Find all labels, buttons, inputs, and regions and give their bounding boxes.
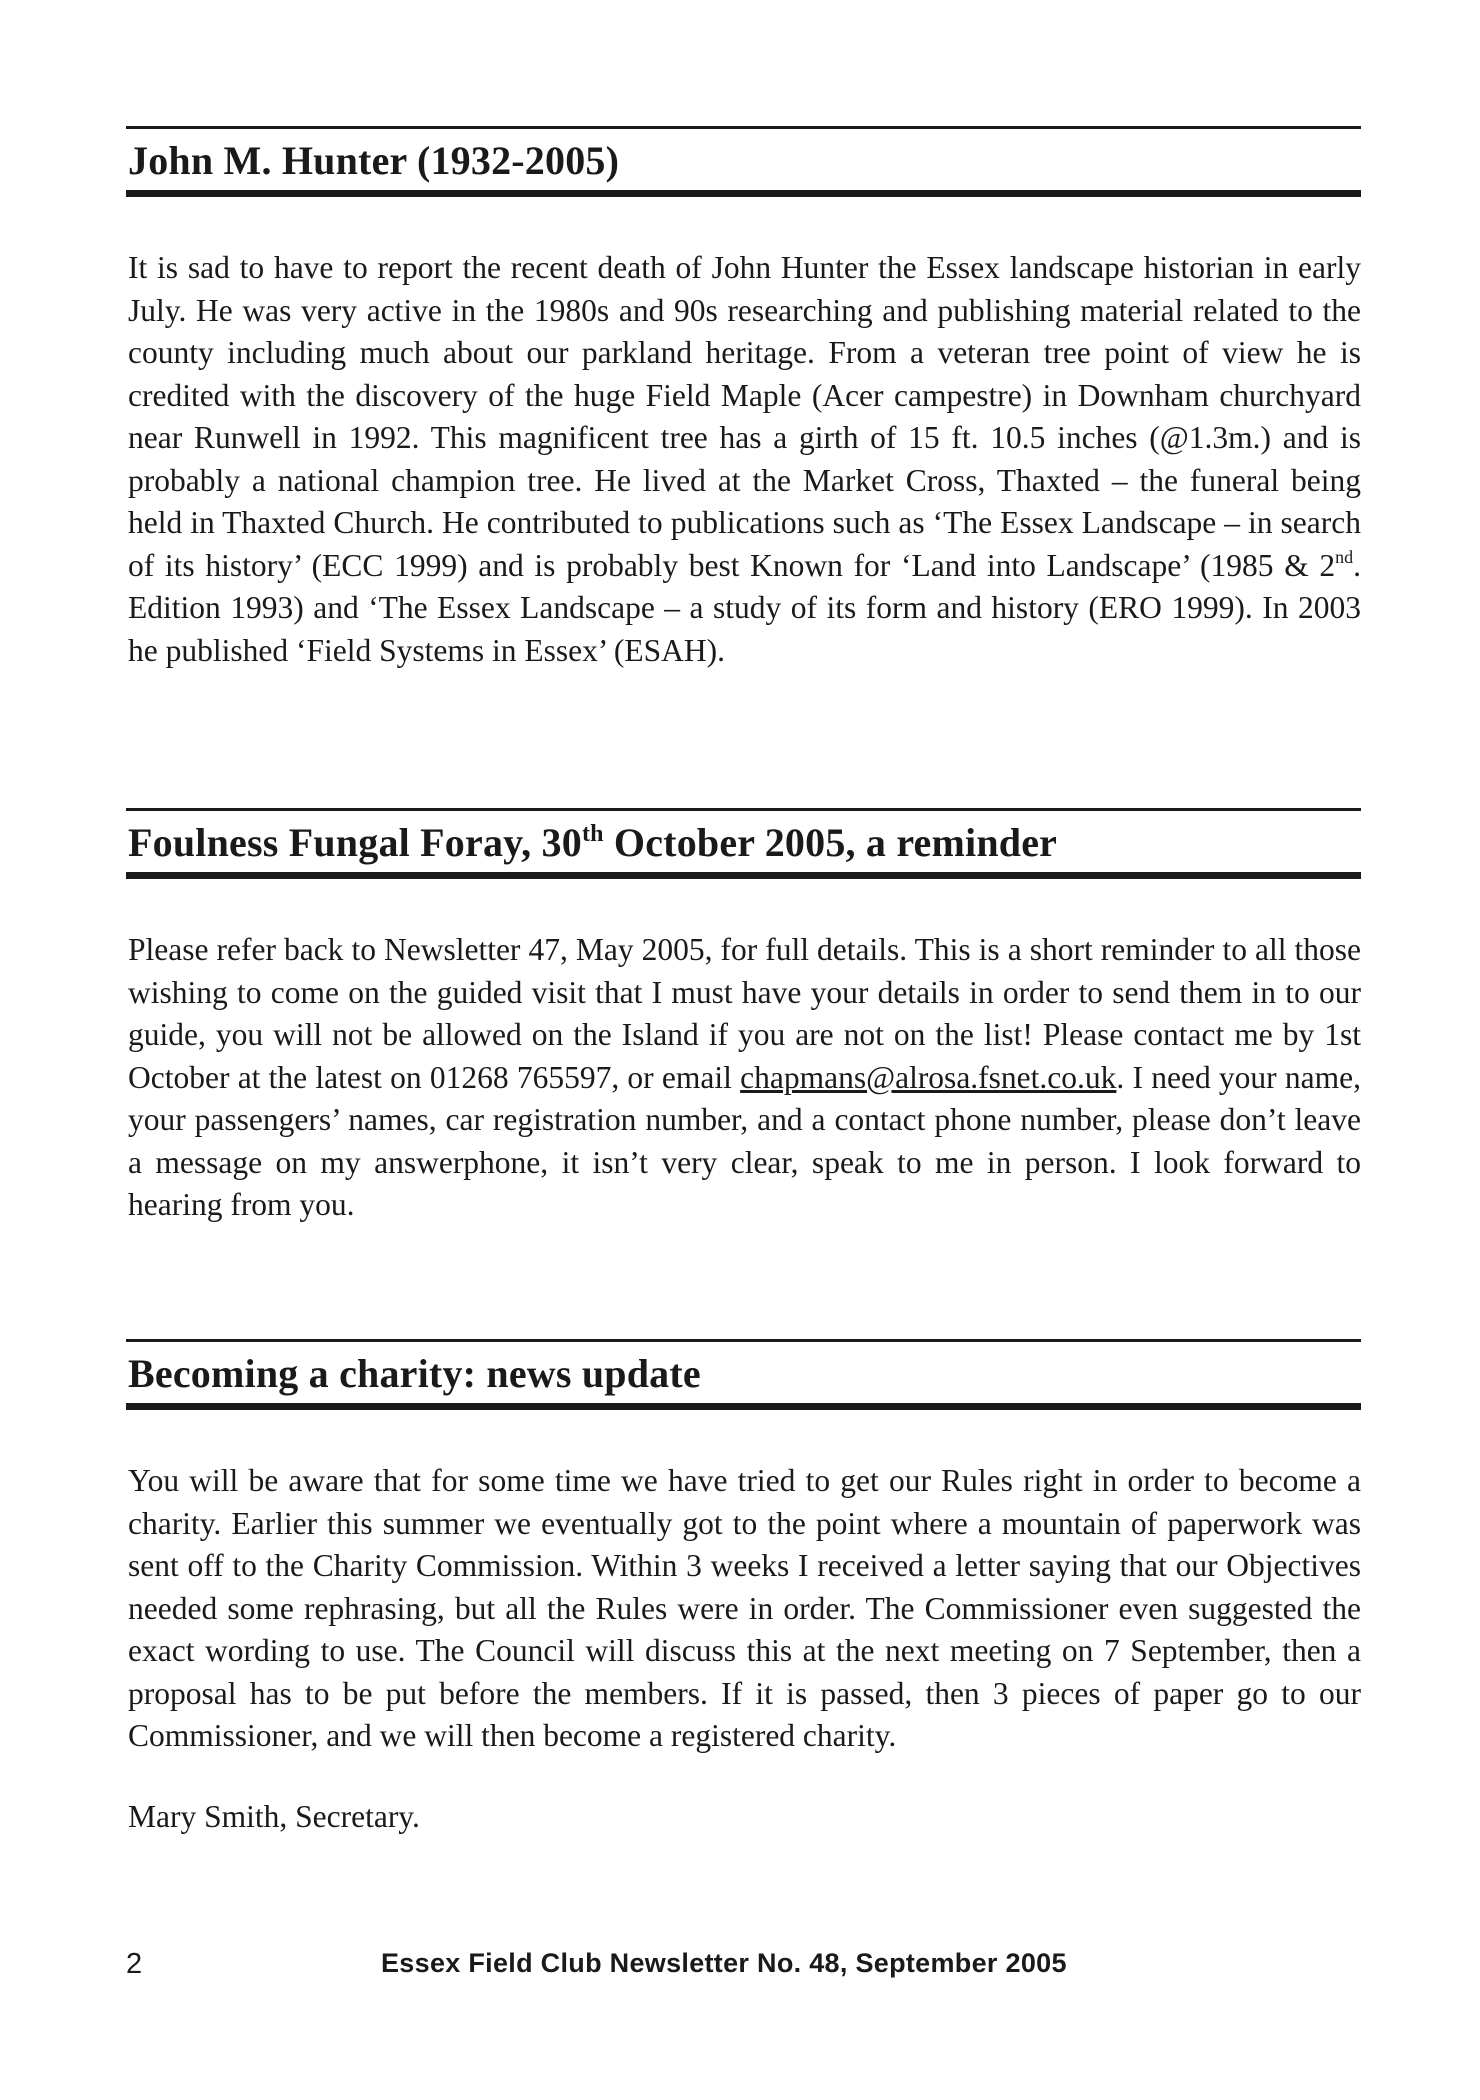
heading-rule-bottom [126,190,1361,197]
body-text-part: . I need your name, your passengers’ names, car registration number, and a contact phone number, please don’t leave a message on my answerphone, it isn’t very clear, speak to me in person. I look forward to hearing from you. [128,1059,1361,1222]
article-signature: Mary Smith, Secretary. [128,1798,420,1834]
heading-rule-top [126,126,1361,129]
article-heading [128,819,1361,867]
heading-rule-bottom [126,872,1361,879]
article-fungal-foray [126,808,1361,1227]
article-john-hunter [126,126,1361,672]
page-number: 2 [126,1948,143,1980]
heading-rule-top [126,1339,1361,1342]
article-body [128,929,1361,1227]
article-heading: John M. Hunter (1932-2005) [128,138,620,183]
article-heading: Becoming a charity: news update [128,1351,701,1396]
superscript: nd [1335,546,1354,567]
email-link[interactable]: chapmans@alrosa.fsnet.co.uk [740,1059,1117,1095]
newsletter-title: Essex Field Club Newsletter No. 48, September 2005 [381,1948,1067,1978]
heading-rule-bottom [126,1403,1361,1410]
superscript: th [581,821,604,847]
heading-rule-top [126,808,1361,811]
heading-part: October 2005, a reminder [603,820,1058,865]
page-footer [126,1948,1361,1988]
body-text-part: It is sad to have to report the recent death of John Hunter the Essex landscape historian in early July. He was very active in the 1980s and 90s researching and publishing material related to the county including much about our parkland heritage. From a veteran tree point of view he is credited with the discovery of the huge Field Maple (Acer campestre) in Downham churchyard near Runwell in 1992. This magnificent tree has a girth of 15 ft. 10.5 inches (@1.3m.) and is probably a national champion tree. He lived at the Market Cross, Thaxted – the funeral being held in Thaxted Church. He contributed to publications such as ‘The Essex Landscape – in search of its history’ (ECC 1999) and is probably best Known for ‘Land into Landscape’ (1985 & 2 [128,250,1361,583]
article-becoming-charity [126,1339,1361,1838]
article-body: You will be aware that for some time we have tried to get our Rules right in order to become a charity. Earlier this summer we eventually got to the point where a mountain of paperwork was sent off to the Charity Commission. Within 3 weeks I received a letter saying that our Objectives needed some rephrasing, but all the Rules were in order. The Commissioner even suggested the exact wording to use. The Council will discuss this at the next meeting on 7 September, then a proposal has to be put before the members. If it is passed, then 3 pieces of paper go to our Commissioner, and we will then become a registered charity. [128,1463,1361,1753]
article-body [128,247,1361,672]
body-text-part: Please refer back to Newsletter 47, May 2005, for full details. This is a short reminder to all those wishing to come on the guided visit that I must have your details in order to send them in to our guide, you will not be allowed on the Island if you are not on the list! Please contact me by 1st October at the latest on 01268 765597, or email [128,932,1361,1095]
heading-part: Foulness Fungal Foray, 30 [128,820,582,865]
body-text-part: . Edition 1993) and ‘The Essex Landscape – a study of its form and history (ERO 1999). In 2003 he published ‘Field Systems in Essex’ (ESAH). [128,547,1361,668]
